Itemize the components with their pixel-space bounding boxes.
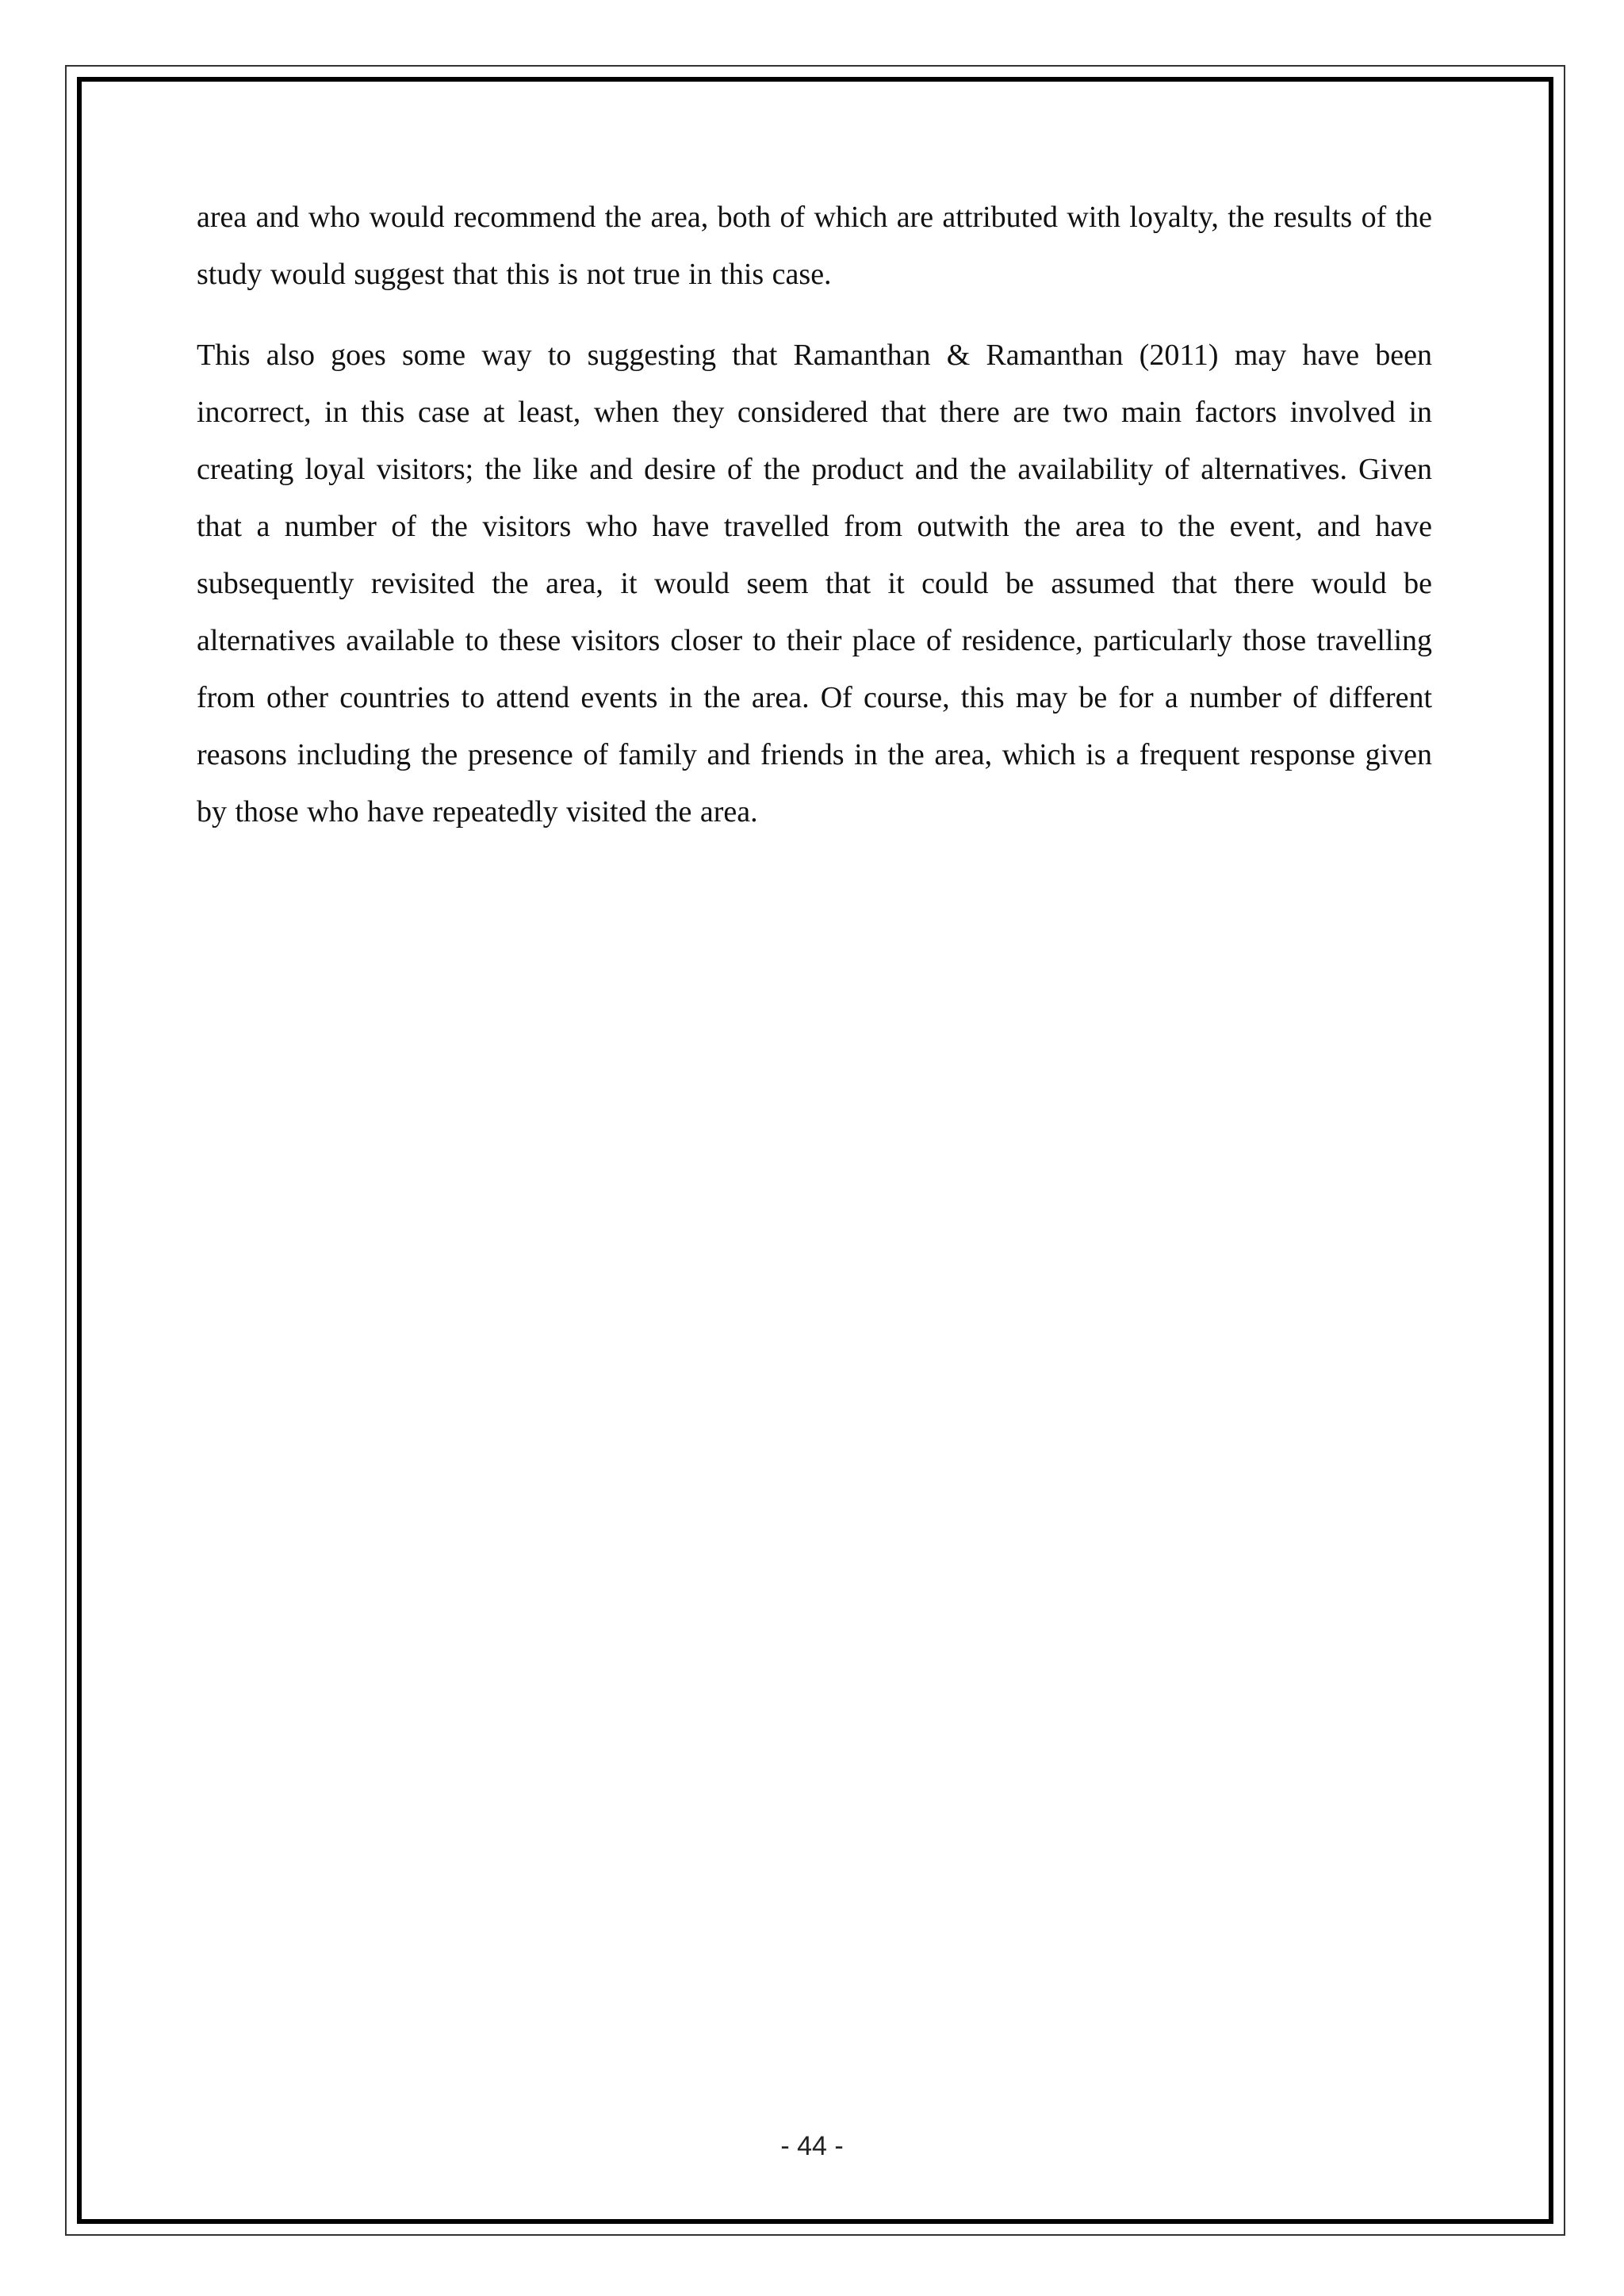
page-content — [197, 189, 1432, 864]
page-number: - 44 - — [780, 2131, 844, 2161]
body-paragraph-2: This also goes some way to suggesting that Ramanthan & Ramanthan (2011) may have been incorrect, in this case at least, when they considered that there are two main factors involved in creating loyal visitors; the like and desire of the product and the availability of alternatives. Given that a number of the visitors who have travelled from outwith the area to the event, and have subsequently revisited the area, it would seem that it could be assumed that there would be alternatives available to these visitors closer to their place of residence, particularly those travelling from other countries to attend events in the area. Of course, this may be for a number of different reasons including the presence of family and friends in the area, which is a frequent response given by those who have repeatedly visited the area. — [197, 339, 1432, 828]
body-paragraph-1: area and who would recommend the area, both of which are attributed with loyalty, the results of the study would suggest that this is not true in this case. — [197, 201, 1432, 291]
